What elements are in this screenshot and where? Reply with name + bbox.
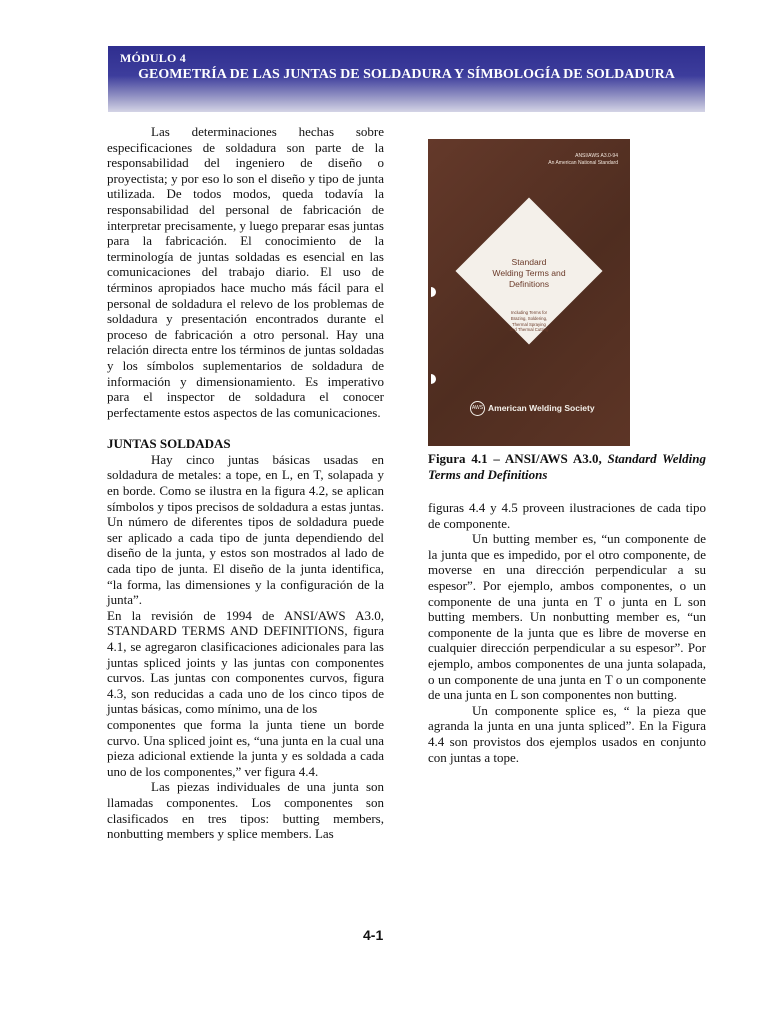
standard-book-cover-image xyxy=(428,139,630,446)
left-column xyxy=(107,124,384,842)
cover-subtitle: Including Terms for Brazing, Soldering, Thermal Spraying and Thermal Cutting xyxy=(509,310,549,333)
page-number: 4-1 xyxy=(363,927,384,943)
module-header-banner xyxy=(108,46,705,112)
body-paragraph: En la revisión de 1994 de ANSI/AWS A3.0, STANDARD TERMS AND DEFINITIONS, figura 4.1, se agregaron clasificaciones adicionales para las juntas spliced joints y las juntas con componentes curvos. Las juntas con componentes curvos, figura 4.3, son reducidas a cada uno de los cinco tipos de juntas básicas, como mínimo, una de los xyxy=(107,607,384,717)
body-paragraph: Un componente splice es, “ la pieza que agranda la junta en una junta spliced”. En la Figura 4.4 son provistos dos ejemplos usados en conjunto con juntas a tope. xyxy=(428,702,706,765)
aws-logo-icon: AWS xyxy=(470,401,485,416)
body-paragraph: Hay cinco juntas básicas usadas en soldadura de metales: a tope, en L, en T, solapada y en borde. Como se ilustra en la figura 4.2, se aplican símbolos y tipos precisos de soldadura a estas juntas. Un número de diferentes tipos de soldadura puede ser aplicado a cada tipo de junta dependiendo del diseño de la junta, y estos son mostrados al lado de cada tipo de junta. El diseño de la junta identifica, “la forma, las dimensiones y la configuración de la junta”. xyxy=(107,451,384,608)
cover-standard-number: ANSI/AWS A3.0-94 An American National Standard xyxy=(548,153,618,166)
cover-society-name: American Welding Society xyxy=(488,403,595,413)
body-paragraph: componentes que forma la junta tiene un borde curvo. Una spliced joint es, “una junta en la cual una pieza adicional extiende la junta y es soldada a cada uno de los componentes,” ver figura 4.4. xyxy=(107,716,384,779)
right-column xyxy=(428,500,706,765)
cover-title: Standard Welding Terms and Definitions xyxy=(492,257,566,289)
section-heading: JUNTAS SOLDADAS xyxy=(107,436,231,452)
binder-hole xyxy=(431,374,436,384)
body-paragraph: figuras 4.4 y 4.5 proveen ilustraciones de cada tipo de componente. xyxy=(428,500,706,531)
module-title: GEOMETRÍA DE LAS JUNTAS DE SOLDADURA Y SÍMBOLOGÍA DE SOLDADURA xyxy=(138,67,675,82)
intro-paragraph: Las determinaciones hechas sobre especificaciones de soldadura son parte de la responsabilidad del ingeniero de diseño o proyectista; y por eso lo son el diseño y tipo de junta utilizada. De todos modos, queda todavía la responsabilidad del personal de fabricación de interpretar precisamente, y luego preparar esas juntas para la fabricación. El conocimiento de la terminología de juntas soldadas es esencial en las comunicaciones del trabajo diario. El uso de términos apropiados hace mucho más fácil para el personal de soldadura el relevo de los problemas de soldadura y presentación encontrados durante el proceso de fabricación a otro personal. Hay una relación directa entre los términos de juntas soldadas y los símbolos suplementarios de soldadura de información y dimensionamiento. Es imperativo para el inspector de soldadura el conocer perfectamente estos aspectos de las comunicaciones. xyxy=(107,124,384,420)
module-label: MÓDULO 4 xyxy=(120,51,186,65)
body-paragraph: Un butting member es, “un componente de la junta que es impedido, por el otro componente, de moverse en una dirección perpendicular a su espesor”. Por ejemplo, ambos componentes, o un componente de una junta en T o junta en L son butting members. Un nonbutting member es, “un componente de la junta que es libre de moverse en cualquier dirección perpendicular a su espesor”. Por ejemplo, ambos componentes de una junta solapada, o un componente de una junta en T o un componente de una junta en L son componentes non butting. xyxy=(428,531,706,703)
body-paragraph: Las piezas individuales de una junta son llamadas componentes. Los componentes son clasificados en tres tipos: butting members, nonbutting members y splice members. Las xyxy=(107,779,384,842)
figure-caption: Figura 4.1 – ANSI/AWS A3.0, Standard Welding Terms and Definitions xyxy=(428,451,706,482)
